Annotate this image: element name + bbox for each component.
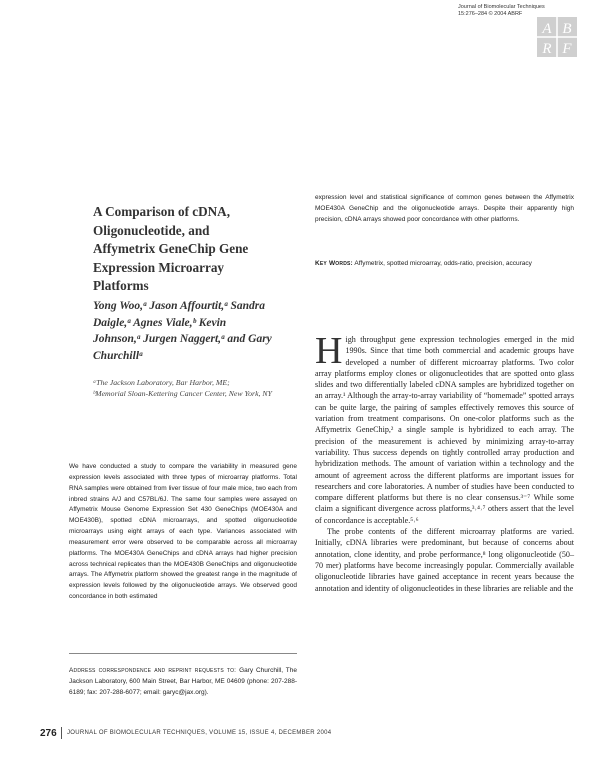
svg-text:B: B — [562, 21, 572, 37]
keywords-label: Key Words: — [315, 260, 353, 267]
affiliation-a: ᵃThe Jackson Laboratory, Bar Harbor, ME; — [93, 378, 230, 387]
abrf-logo — [537, 17, 577, 57]
journal-citation: 15:276–284 © 2004 ABRF — [458, 11, 523, 17]
footer-journal-line: JOURNAL OF BIOMOLECULAR TECHNIQUES, VOLUME 15, ISSUE 4, DECEMBER 2004 — [67, 730, 332, 736]
correspondence-note — [69, 666, 297, 698]
body-paragraph-1 — [315, 330, 574, 526]
keywords — [315, 259, 574, 270]
correspondence-label: Address correspondence and reprint requests to: — [69, 667, 237, 674]
journal-header — [458, 4, 578, 18]
affiliation-b: ᵇMemorial Sloan-Kettering Cancer Center, New York, NY — [93, 389, 272, 398]
footer-separator — [61, 727, 62, 739]
author-list: Yong Woo,ᵃ Jason Affourtit,ᵃ Sandra Daigle,ᵃ Agnes Viale,ᵇ Kevin Johnson,ᵃ Jurgen Naggert,ᵃ and Gary Churchillᵃ — [93, 300, 272, 362]
page-number: 276 — [40, 728, 57, 739]
journal-name: Journal of Biomolecular Techniques — [458, 4, 545, 10]
body-paragraph-1-text: igh throughput gene expression technologies emerged in the mid 1990s. Since that time both commercial and academic groups have developed a number of different microarray platforms. Two color array platforms employ clones or oligonucleotides that are spotted onto glass slides and two differentially labeled cDNA samples are hybridized together on an array.¹ Although the array-to-array variability of “homemade” spotted arrays can be quite large, the pairing of samples effectively removes this source of variation from treatment comparisons. On one-color platforms such as the Affymetrix GeneChip,² a single sample is hybridized to each array. The precision of the measurement is achieved by minimizing array-to-array variability. Thus success depends on tightly controlled array production and hybridization methods. The amount of variation within a technology and the amount of agreement across the different platforms are important issues for researchers and core laboratories. A number of studies have been conducted to compare different platforms but there is no clear consensus.³⁻⁷ While some claim a significant divergence across platforms,³˒⁴˒⁷ others assert that the level of concordance is acceptable.⁵˒⁶ — [315, 335, 574, 525]
svg-text:F: F — [562, 41, 572, 57]
abstract-part-2: expression level and statistical significance of common genes between the Affymetrix MOE430A GeneChip and the oligonucleotide arrays. Despite their apparently high precision, cDNA arrays showed poor concordance with other platforms. — [315, 194, 574, 223]
svg-text:A: A — [542, 21, 552, 37]
correspondence-divider — [69, 653, 297, 654]
keywords-text: Affymetrix, spotted microarray, odds-ratio, precision, accuracy — [354, 260, 532, 267]
drop-cap: H — [315, 330, 343, 372]
abstract-part-1: We have conducted a study to compare the variability in measured gene expression levels associated with three types of microarray platforms. Total RNA samples were obtained from liver tissue of four male mice, two each from inbred strains A/J and C57BL/6J. The same four samples were assayed on Affymetrix Mouse Genome Expression Set 430 GeneChips (MOE430A and MOE430B), spotted cDNA microarrays, and spotted oligonucleotide microarrays using eight arrays of each type. Variances associated with measurement error were observed to be comparable across all microarray platforms. The MOE430A GeneChips and cDNA arrays had higher precision across technical replicates than the MOE430B GeneChips and oligonucleotide arrays. The Affymetrix platform showed the greatest range in the magnitude of expression levels followed by the oligonucleotide arrays. We observed good concordance in both estimated — [69, 463, 297, 601]
svg-text:R: R — [542, 41, 552, 57]
affiliations — [93, 377, 273, 399]
body-text — [315, 330, 574, 594]
body-paragraph-2: The probe contents of the different microarray platforms are varied. Initially, cDNA libraries were predominant, but because of concerns about annotation, clone identity, and probe performance,⁸ long oligonucleotide (50–70 mer) platforms have become increasingly popular. Commercially available oligonucleotide libraries have gained acceptance in recent years because the annotation and identity of oligonucleotides in these libraries are reliable and the — [315, 527, 574, 593]
correspondence-text: Gary Churchill, The Jackson Laboratory, 600 Main Street, Bar Harbor, ME 04609 (phone: 207-288-6189; fax: 207-288-6077; email: garyc@jax.org). — [69, 667, 298, 696]
article-title: A Comparison of cDNA, Oligonucleotide, and Affymetrix GeneChip Gene Expression Microarray Platforms — [93, 204, 249, 293]
